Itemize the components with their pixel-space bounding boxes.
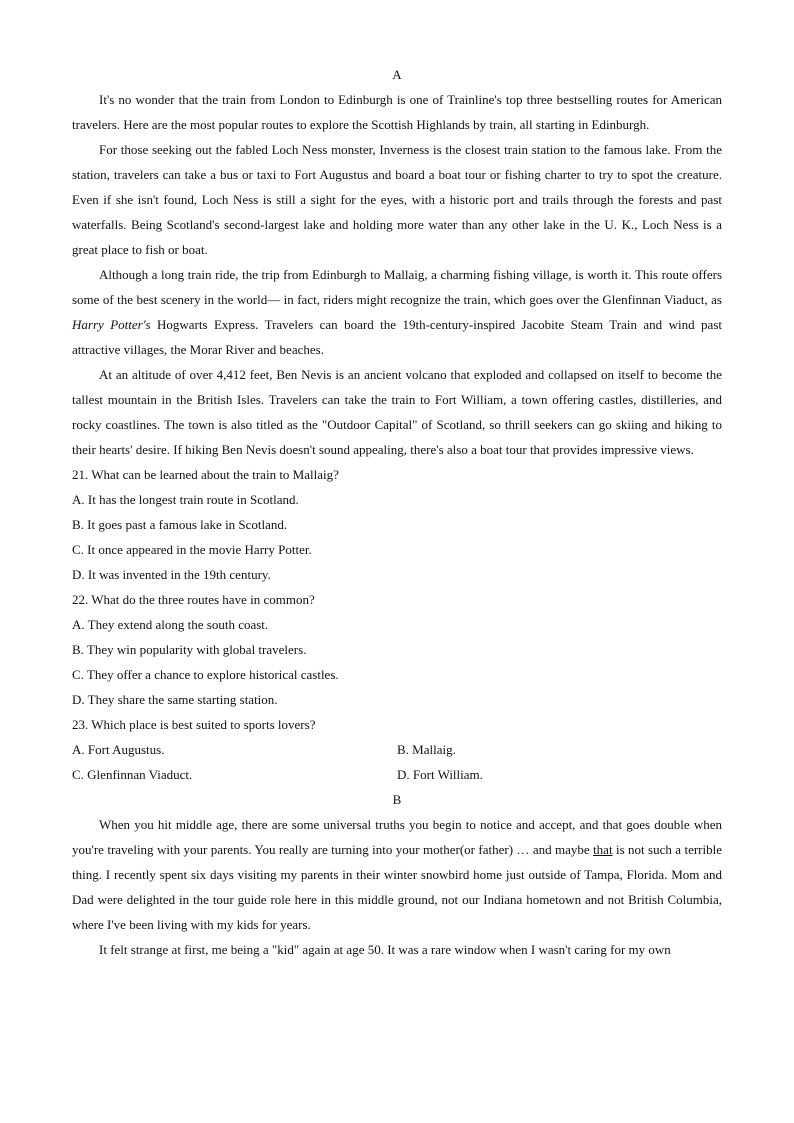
b-para1-underlined-word: that bbox=[593, 842, 613, 857]
question-21-stem: 21. What can be learned about the train to Mallaig? bbox=[72, 467, 339, 482]
para3-italic-title: Harry Potter's bbox=[72, 317, 151, 332]
question-22-option-d: D. They share the same starting station. bbox=[72, 692, 278, 707]
question-23-options-row-1 bbox=[72, 737, 722, 762]
question-22-option-c: C. They offer a chance to explore historical castles. bbox=[72, 667, 339, 682]
section-a-heading: A bbox=[392, 67, 402, 82]
question-23-stem: 23. Which place is best suited to sports lovers? bbox=[72, 717, 316, 732]
question-23-option-d: D. Fort William. bbox=[397, 767, 483, 782]
para3-text-before: Although a long train ride, the trip from Edinburgh to Mallaig, a charming fishing village, is worth it. This route offers some of the best scenery in the world— in fact, riders might recognize the train, which goes over the Glenfinnan Viaduct, as bbox=[72, 267, 722, 307]
document-page bbox=[72, 62, 722, 962]
question-21-option-d: D. It was invented in the 19th century. bbox=[72, 567, 271, 582]
section-b-paragraph-1 bbox=[72, 812, 722, 937]
question-22-stem: 22. What do the three routes have in common? bbox=[72, 592, 315, 607]
question-21-option-b: B. It goes past a famous lake in Scotland. bbox=[72, 517, 288, 532]
b-para1-text-before: When you hit middle age, there are some universal truths you begin to notice and accept, and that goes double when you're traveling with your parents. You really are turning into your mother(or father) … and maybe bbox=[72, 817, 722, 857]
section-a-paragraph-4: At an altitude of over 4,412 feet, Ben Nevis is an ancient volcano that exploded and collapsed on itself to become the tallest mountain in the British Isles. Travelers can take the train to Fort William, a town offering castles, distilleries, and rocky coastlines. The town is also titled as the "Outdoor Capital" of Scotland, so thrill seekers can go skiing and hiking to their hearts' desire. If hiking Ben Nevis doesn't sound appealing, there's also a boat tour that provides impressive views. bbox=[72, 367, 722, 457]
b-para1-text-after: is not such a terrible thing. I recently spent six days visiting my parents in their winter snowbird home just outside of Tampa, Florida. Mom and Dad were delighted in the tour guide role here in this middle ground, not our Indiana hometown and not British Columbia, where I've been living with my kids for years. bbox=[72, 842, 722, 932]
question-23-options-row-2 bbox=[72, 762, 722, 787]
section-b-paragraph-2: It felt strange at first, me being a "kid" again at age 50. It was a rare window when I wasn't caring for my own bbox=[99, 942, 671, 957]
question-22-option-a: A. They extend along the south coast. bbox=[72, 617, 269, 632]
section-a-paragraph-2: For those seeking out the fabled Loch Ness monster, Inverness is the closest train station to the famous lake. From the station, travelers can take a bus or taxi to Fort Augustus and board a boat tour or fishing charter to try to spot the creature. Even if she isn't found, Loch Ness is still a sight for the eyes, with a historic port and trails through the forests and past waterfalls. Being Scotland's second-largest lake and holding more water than any other lake in the U. K., Loch Ness is a great place to fish or boat. bbox=[72, 142, 722, 257]
question-23-option-b: B. Mallaig. bbox=[397, 742, 456, 757]
section-b-heading: B bbox=[392, 792, 402, 807]
question-21-option-a: A. It has the longest train route in Scotland. bbox=[72, 492, 299, 507]
question-23-option-a: A. Fort Augustus. bbox=[72, 742, 165, 757]
question-22-option-b: B. They win popularity with global travelers. bbox=[72, 642, 307, 657]
question-21-option-c: C. It once appeared in the movie Harry Potter. bbox=[72, 542, 312, 557]
para3-text-after: Hogwarts Express. Travelers can board the 19th-century-inspired Jacobite Steam Train and wind past attractive villages, the Morar River and beaches. bbox=[72, 317, 722, 357]
section-a-paragraph-3 bbox=[72, 262, 722, 362]
section-a-paragraph-1: It's no wonder that the train from London to Edinburgh is one of Trainline's top three bestselling routes for American travelers. Here are the most popular routes to explore the Scottish Highlands by train, all starting in Edinburgh. bbox=[72, 92, 722, 132]
question-23-option-c: C. Glenfinnan Viaduct. bbox=[72, 767, 193, 782]
